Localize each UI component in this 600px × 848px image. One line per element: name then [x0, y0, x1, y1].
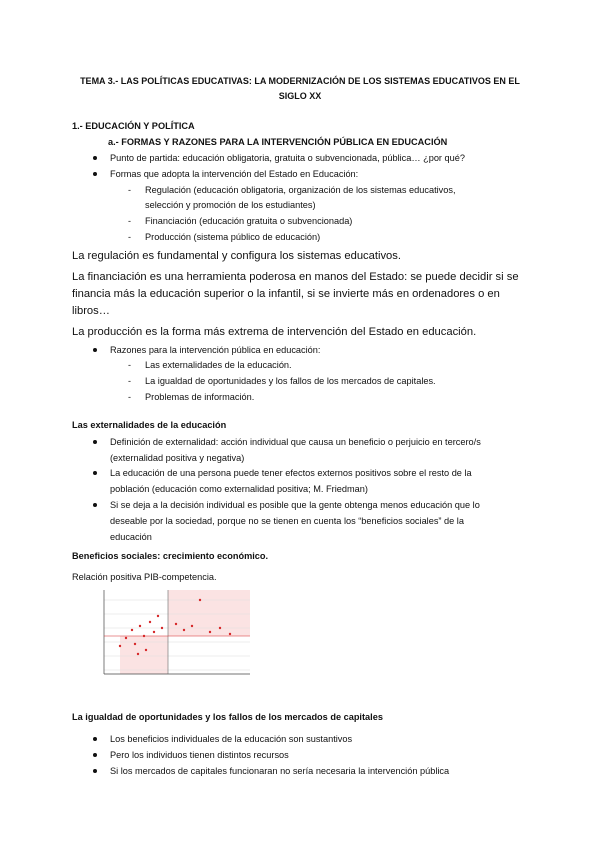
- chart-point: [229, 633, 231, 635]
- dash-icon: -: [128, 185, 131, 195]
- bullet-icon: [93, 503, 97, 507]
- chart-point: [139, 625, 141, 627]
- paragraph-financing-line-2: financia más la educación superior o la infantil, si se invierte más en ordenadores o en: [72, 288, 500, 300]
- chart-point: [175, 623, 177, 625]
- chart-point: [134, 643, 136, 645]
- dash-icon: -: [128, 376, 131, 386]
- dash-icon: -: [128, 232, 131, 242]
- subsection-heading-forms: a.- FORMAS Y RAZONES PARA LA INTERVENCIÓN PÚBLICA EN EDUCACIÓN: [108, 137, 448, 147]
- chart-shaded-quadrant: [168, 590, 250, 636]
- chart-point: [199, 599, 201, 601]
- chart-point: [145, 649, 147, 651]
- bullet-icon: [93, 348, 97, 352]
- externality-positive-line-1: La educación de una persona puede tener efectos externos positivos sobre el resto de la: [110, 468, 472, 478]
- reason-externalities: Las externalidades de la educación.: [145, 360, 292, 370]
- bullet-forms-intro: Formas que adopta la intervención del Estado en Educación:: [110, 169, 359, 179]
- bullet-icon: [93, 471, 97, 475]
- bullet-icon: [93, 440, 97, 444]
- chart-point: [209, 631, 211, 633]
- externality-definition-line-2: (externalidad positiva y negativa): [110, 453, 245, 463]
- equality-bullet-1: Los beneficios individuales de la educación son sustantivos: [110, 734, 353, 744]
- form-financing: Financiación (educación gratuita o subvencionada): [145, 216, 353, 226]
- externality-individual-line-1: Si se deja a la decisión individual es posible que la gente obtenga menos educación que lo: [110, 500, 480, 510]
- paragraph-production: La producción es la forma más extrema de intervención del Estado en educación.: [72, 326, 477, 338]
- bullet-icon: [93, 172, 97, 176]
- externality-definition-line-1: Definición de externalidad: acción individual que causa un beneficio o perjuicio en tercero/s: [110, 437, 481, 447]
- reason-equality: La igualdad de oportunidades y los fallos de los mercados de capitales.: [145, 376, 436, 386]
- paragraph-financing-line-1: La financiación es una herramienta poderosa en manos del Estado: se puede decidir si se: [72, 271, 519, 283]
- paragraph-financing-line-3: libros…: [72, 305, 110, 317]
- chart-point: [161, 627, 163, 629]
- form-production: Producción (sistema público de educación): [145, 232, 321, 242]
- reason-information: Problemas de información.: [145, 392, 255, 402]
- heading-social-benefits: Beneficios sociales: crecimiento económico.: [72, 551, 269, 561]
- heading-equality: La igualdad de oportunidades y los fallos de los mercados de capitales: [72, 712, 383, 722]
- dash-icon: -: [128, 216, 131, 226]
- chart-point: [137, 653, 139, 655]
- page-title-line-1: TEMA 3.- LAS POLÍTICAS EDUCATIVAS: LA MODERNIZACIÓN DE LOS SISTEMAS EDUCATIVOS EN EL: [80, 76, 520, 86]
- heading-externalities: Las externalidades de la educación: [72, 420, 227, 430]
- reasons-intro: Razones para la intervención pública en educación:: [110, 345, 321, 355]
- chart-point: [191, 625, 193, 627]
- externality-individual-line-3: educación: [110, 532, 152, 542]
- page-title-line-2: SIGLO XX: [278, 91, 322, 101]
- section-heading-education-politics: 1.- EDUCACIÓN Y POLÍTICA: [72, 121, 195, 131]
- chart-point: [183, 629, 185, 631]
- bullet-starting-point: Punto de partida: educación obligatoria, gratuita o subvencionada, pública… ¿por qué?: [110, 153, 465, 163]
- scatter-chart-gdp-competence: [80, 586, 254, 690]
- chart-shaded-quadrant: [120, 636, 168, 674]
- bullet-icon: [93, 737, 97, 741]
- chart-point: [153, 631, 155, 633]
- equality-bullet-3: Si los mercados de capitales funcionaran no sería necesaria la intervención pública: [110, 766, 450, 776]
- paragraph-regulation: La regulación es fundamental y configura los sistemas educativos.: [72, 250, 401, 262]
- equality-bullet-2: Pero los individuos tienen distintos recursos: [110, 750, 289, 760]
- chart-point: [143, 635, 145, 637]
- chart-point: [219, 627, 221, 629]
- page-title: [60, 74, 540, 104]
- chart-point: [125, 637, 127, 639]
- caption-gdp-competence: Relación positiva PIB-competencia.: [72, 572, 217, 582]
- form-regulation-line-1: Regulación (educación obligatoria, organización de los sistemas educativos,: [145, 185, 456, 195]
- chart-point: [157, 615, 159, 617]
- bullet-icon: [93, 769, 97, 773]
- externality-individual-line-2: deseable por la sociedad, porque no se tienen en cuenta los “beneficios sociales” de la: [110, 516, 464, 526]
- dash-icon: -: [128, 392, 131, 402]
- bullet-icon: [93, 156, 97, 160]
- externality-positive-line-2: población (educación como externalidad positiva; M. Friedman): [110, 484, 368, 494]
- chart-point: [131, 629, 133, 631]
- chart-point: [149, 621, 151, 623]
- chart-point: [119, 645, 121, 647]
- dash-icon: -: [128, 360, 131, 370]
- form-regulation-line-2: selección y promoción de los estudiantes): [145, 200, 316, 210]
- bullet-icon: [93, 753, 97, 757]
